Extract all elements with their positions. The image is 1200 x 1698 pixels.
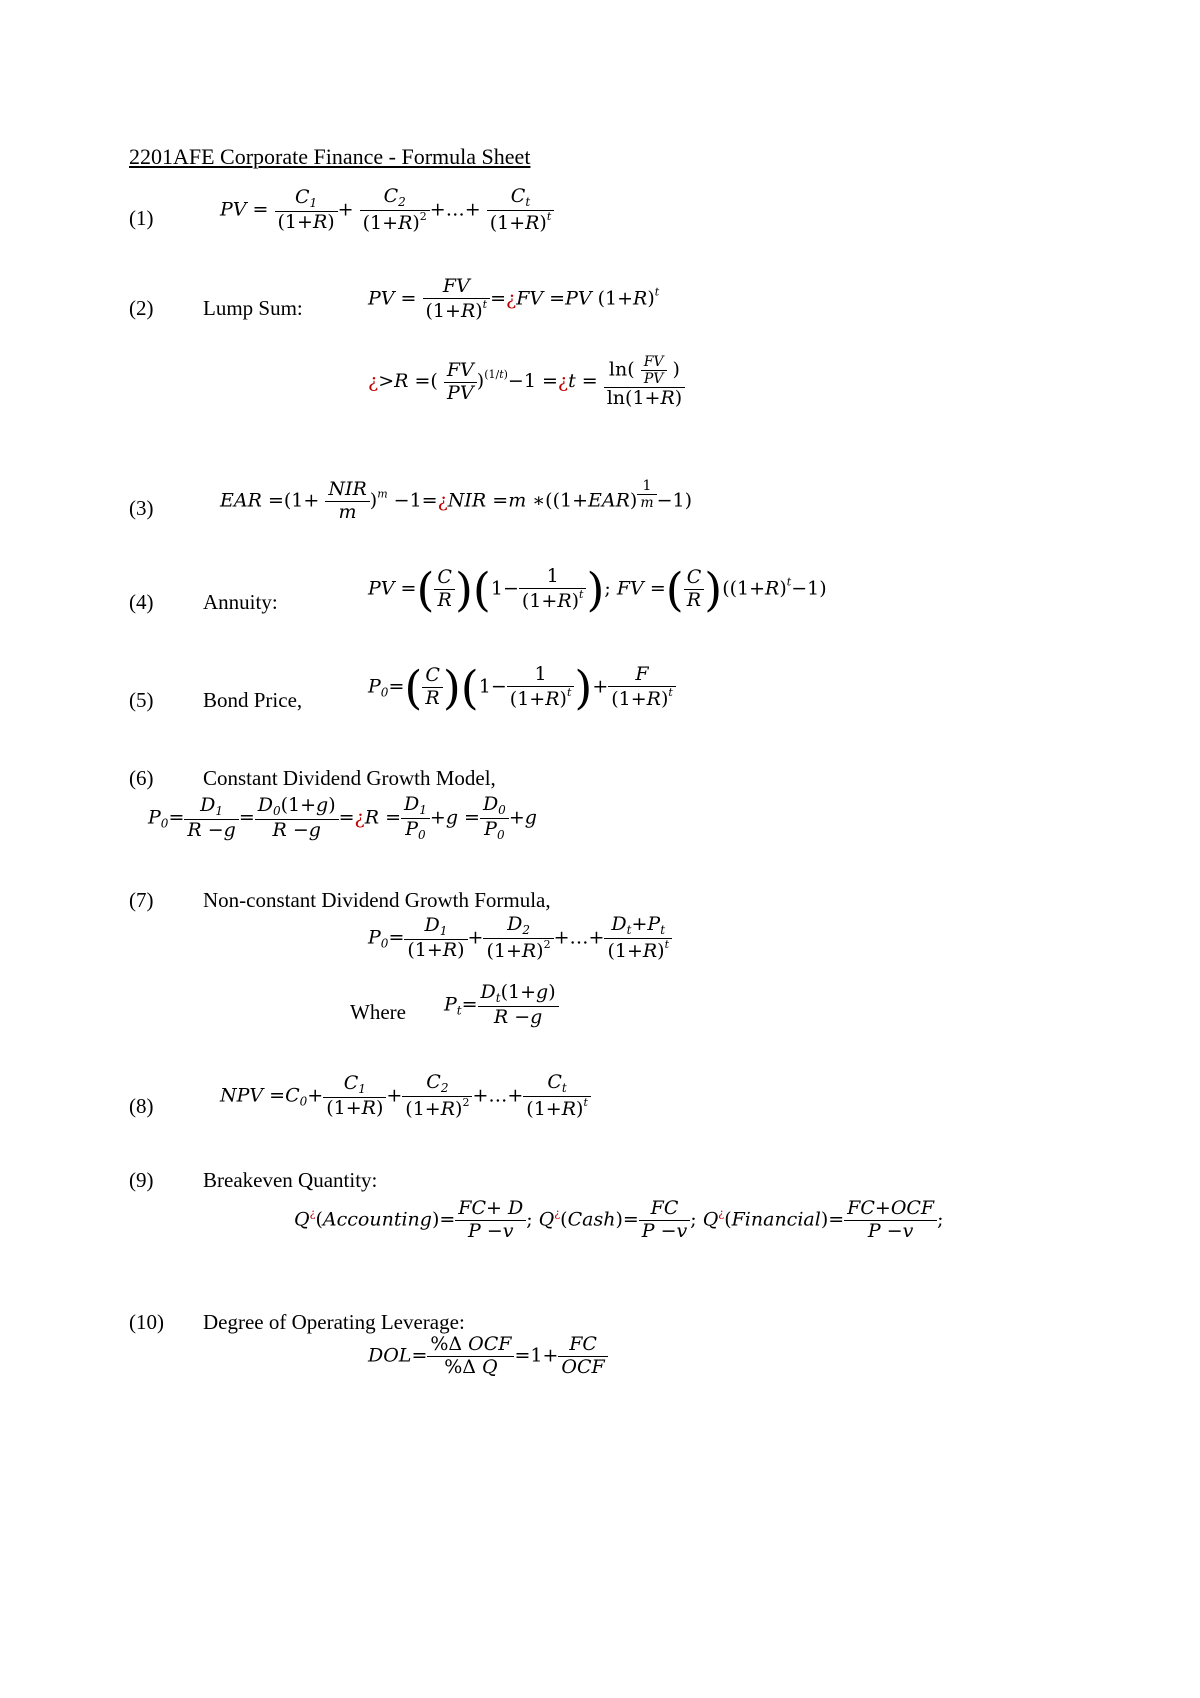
formula-label-constant-dividend: Constant Dividend Growth Model, <box>203 766 496 790</box>
page-title: 2201AFE Corporate Finance - Formula Sheet <box>129 144 531 169</box>
formula-label-bond-price: Bond Price, <box>203 688 303 712</box>
formula-4-annuity: PV =( $\frac{C}{R}$ )(1− $\frac{1}{(1+R)^t}$ ); FV =( $\frac{C}{R}$ )$((1+R)^t-1)$ <box>368 562 827 617</box>
formula-number-6: (6) <box>129 766 154 790</box>
formula-label-annuity: Annuity: <box>203 590 278 614</box>
formula-number-5: (5) <box>129 688 154 712</box>
formula-number-3: (3) <box>129 496 154 520</box>
formula-6-constant-dividend-growth: $P_0=$ $\frac{D_1}{R -g}$ = $\frac{D_0(1+g)}{R -g}$ =¿R = $\frac{D_1}{P_0}$ +g = $\frac{D_0}{P_0}$ +g <box>148 793 537 842</box>
formula-number-4: (4) <box>129 590 154 614</box>
formula-label-dol: Degree of Operating Leverage: <box>203 1310 465 1334</box>
formula-number-8: (8) <box>129 1094 154 1118</box>
formula-label-nonconstant-dividend: Non-constant Dividend Growth Formula, <box>203 888 551 912</box>
formula-number-7: (7) <box>129 888 154 912</box>
formula-8-net-present-value: NPV $=C_0+$ $\frac{C_1}{(1+R)}$ + $\frac{C_2}{(1+R)^2}$ +…+ $\frac{C_t}{(1+R)^t}$ <box>220 1072 591 1121</box>
formula-9-breakeven-quantities: Q¿(Accounting)= $\frac{FC+ D}{P -v}$ ; Q¿(Cash)= $\frac{FC}{P -v}$ ; Q¿(Financial)= FC+OCF P −v ; <box>294 1197 944 1242</box>
formula-10-degree-operating-leverage: DOL= %Δ OCF %Δ Q =1+ FC OCF <box>368 1334 608 1379</box>
formula-2-lump-sum-rate: ¿>R =( $\frac{FV}{PV}$ )$^{(1/t)}$−1 =¿t = ln( $\frac{FV}{PV}$ ) ln(1+R) <box>368 354 685 410</box>
formula-5-bond-price: $P_0=$( $\frac{C}{R}$ )(1− $\frac{1}{(1+R)^t}$ )+ $\frac{F}{(1+R)^t}$ <box>368 664 676 711</box>
formula-number-2: (2) <box>129 296 154 320</box>
formula-7-terminal-price: $P_t=$ $\frac{D_t(1+g)}{R -g}$ <box>444 982 559 1029</box>
formula-number-10: (10) <box>129 1310 164 1334</box>
formula-label-breakeven: Breakeven Quantity: <box>203 1168 378 1192</box>
where-label: Where <box>350 1000 406 1024</box>
formula-7-nonconstant-dividend-growth: $P_0=$ $\frac{D_1}{(1+R)}$ + $\frac{D_2}{(1+R)^2}$ +…+ $\frac{D_t+P_t}{(1+R)^t}$ <box>368 914 672 963</box>
formula-number-9: (9) <box>129 1168 154 1192</box>
formula-3-effective-annual-rate: EAR =(1+ NIR m )$^m$ −1=¿NIR =m ∗((1+EAR) $^{\frac{1}{m}}$ −1) <box>220 478 693 524</box>
formula-number-1: (1) <box>129 206 154 230</box>
formula-label-lump-sum: Lump Sum: <box>203 296 303 320</box>
formula-2-lump-sum-pv: PV = $\frac{FV}{(1+R)^t}$ =¿FV =PV $(1+R)^t$ <box>368 275 660 322</box>
formula-1-present-value: PV = $\frac{C_1}{(1+R)}$ + $\frac{C_2}{(1+R)^2}$ +…+ $\frac{C_t}{(1+R)^t}$ <box>220 186 554 235</box>
